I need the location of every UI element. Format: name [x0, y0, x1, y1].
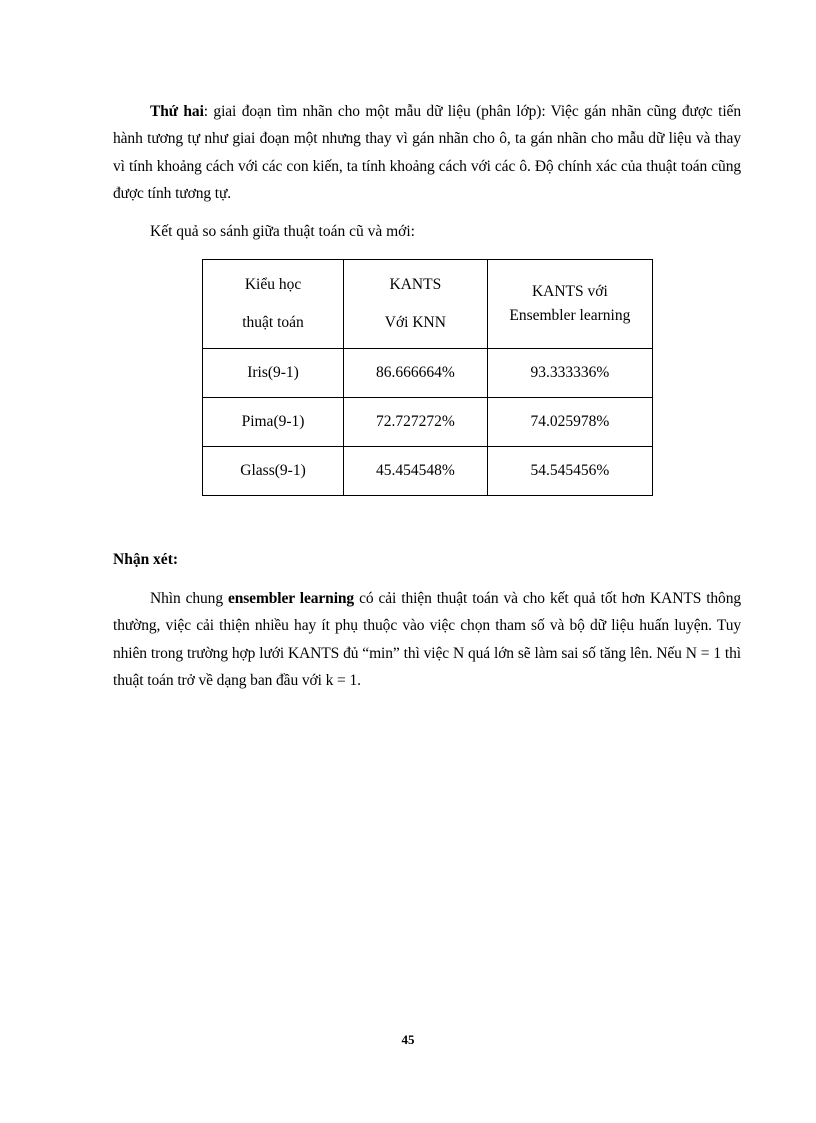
table-cell: Pima(9-1) [203, 398, 344, 447]
comparison-intro: Kết quả so sánh giữa thuật toán cũ và mới: [150, 223, 415, 240]
header-line: Kiểu học [244, 276, 302, 293]
paragraph-body-start: Nhìn chung [150, 590, 228, 607]
table-cell: 74.025978% [487, 398, 652, 447]
paragraph-body: : giai đoạn tìm nhãn cho một mẫu dữ liệu (phân lớp): Việc gán nhãn cũng được tiến hành tương tự như giai đoạn một nhưng thay vì gán nhãn cho ô, ta gán nhãn cho mẫu dữ liệu và thay vì tính khoảng cách với các con kiến, ta tính khoảng cách với các ô. Độ chính xác của thuật toán cũng được tính tương tự. [113, 103, 741, 202]
paragraph-remark [113, 585, 741, 694]
table-row [203, 398, 653, 447]
table-cell: Iris(9-1) [203, 349, 344, 398]
remark-heading: Nhận xét: [113, 551, 179, 568]
paragraph-lead: Thứ hai [150, 103, 204, 120]
header-line: Với KNN [384, 314, 446, 331]
header-line: Ensembler learning [509, 307, 631, 324]
table-row [203, 447, 653, 496]
table-cell: Glass(9-1) [203, 447, 344, 496]
results-table [202, 259, 653, 496]
table-cell: 86.666664% [344, 349, 488, 398]
header-learning-type [203, 260, 344, 349]
header-line: KANTS với [531, 283, 608, 300]
header-kants-ensembler [487, 260, 652, 349]
header-line: thuật toán [242, 314, 304, 331]
table-cell: 93.333336% [487, 349, 652, 398]
table-cell: 45.454548% [344, 447, 488, 496]
page-number: 45 [401, 1032, 415, 1047]
paragraph-bold-term: ensembler learning [227, 590, 355, 607]
header-line: KANTS [389, 276, 442, 293]
paragraph-body-end: có cải thiện thuật toán và cho kết quả tốt hơn KANTS thông thường, việc cải thiện nhiều hay ít phụ thuộc vào việc chọn tham số và bộ dữ liệu huấn luyện. Tuy nhiên trong trường hợp lưới KANTS đủ “min” thì việc N quá lớn sẽ làm sai số tăng lên. Nếu N = 1 thì thuật toán trở về dạng ban đầu với k = 1. [113, 590, 742, 689]
paragraph-phase-two [113, 98, 741, 207]
table-cell: 72.727272% [344, 398, 488, 447]
table-header-row [203, 260, 653, 349]
table-cell: 54.545456% [487, 447, 652, 496]
table-row [203, 349, 653, 398]
header-kants-knn [344, 260, 488, 349]
